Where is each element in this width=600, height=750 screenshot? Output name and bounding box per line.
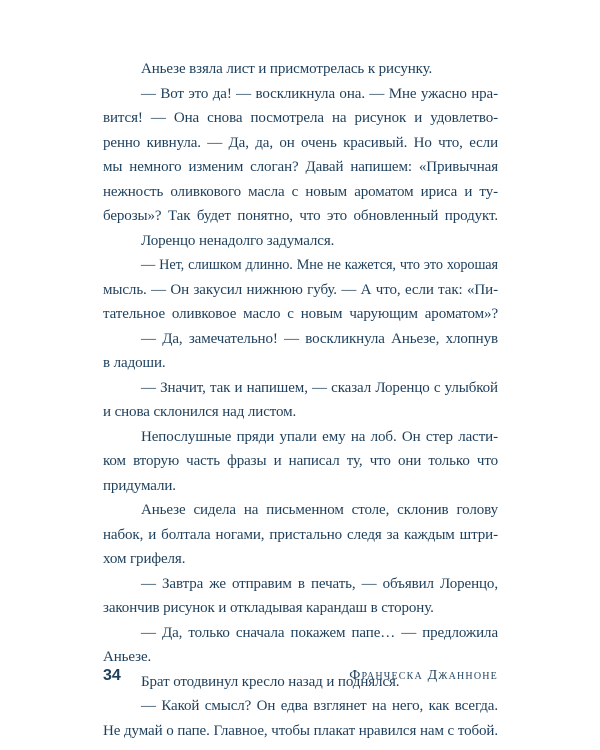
text-line: — Нет, слишком длинно. Мне не кажется, что это хорошая — [141, 257, 498, 273]
text-line: — Завтра же отправим в печать, — объявил Лоренцо, — [141, 575, 498, 592]
text-line: ком вторую часть фразы и написал ту, что они только что — [103, 453, 498, 469]
page-footer — [103, 665, 498, 687]
text-line: — Вот это да! — воскликнула она. — Мне ужасно нра- — [141, 85, 498, 102]
text-line: набок, и болтала ногами, пристально следя за каждым штри- — [103, 526, 498, 543]
text-line: ренно кивнула. — Да, да, он очень красивый. Но что, если — [103, 134, 498, 151]
text-line: Аньезе взяла лист и присмотрелась к рисунку. — [141, 61, 433, 77]
text-line: — Да, замечательно! — воскликнула Аньезе, хлопнув — [141, 330, 498, 347]
body-text — [103, 57, 498, 743]
text-line: Лоренцо ненадолго задумался. — [141, 232, 335, 249]
text-line: Брат отодвинул кресло назад и поднялся. — [141, 673, 400, 690]
text-line: берозы»? Так будет понятно, что это обновленный продукт. — [103, 208, 498, 224]
text-line: мы немного изменим слоган? Давай напишем: «Привычная — [103, 159, 498, 175]
text-line: тательное оливковое масло с новым чарующим ароматом»? — [103, 306, 498, 322]
running-header-author: Франческа Джанноне — [349, 668, 498, 683]
text-line: Аньезе сидела на письменном столе, склонив голову — [141, 502, 498, 518]
page-number: 34 — [103, 667, 121, 684]
text-line: и снова склонился над листом. — [103, 404, 297, 420]
text-line: придумали. — [103, 477, 176, 494]
text-line: мысль. — Он закусил нижнюю губу. — А что, если так: «Пи- — [103, 281, 498, 298]
text-line: — Какой смысл? Он едва взглянет на него, как всегда. — [141, 698, 498, 714]
text-line: в ладоши. — [103, 355, 166, 371]
text-line: — Да, только сначала покажем папе… — предложила — [141, 624, 498, 641]
text-line: Непослушные пряди упали ему на лоб. Он стер ласти- — [141, 428, 498, 445]
text-line: Аньезе. — [103, 649, 152, 665]
text-line: закончив рисунок и откладывая карандаш в сторону. — [103, 600, 434, 616]
text-line: хом грифеля. — [103, 551, 186, 567]
text-line: Не думай о папе. Главное, чтобы плакат нравился нам с тобой. — [103, 722, 498, 739]
text-line: вится! — Она снова посмотрела на рисунок и удовлетво- — [103, 110, 498, 126]
text-line: — Значит, так и напишем, — сказал Лоренцо с улыбкой — [141, 379, 498, 396]
text-line: нежность оливкового масла с новым ароматом ириса и ту- — [103, 183, 498, 200]
